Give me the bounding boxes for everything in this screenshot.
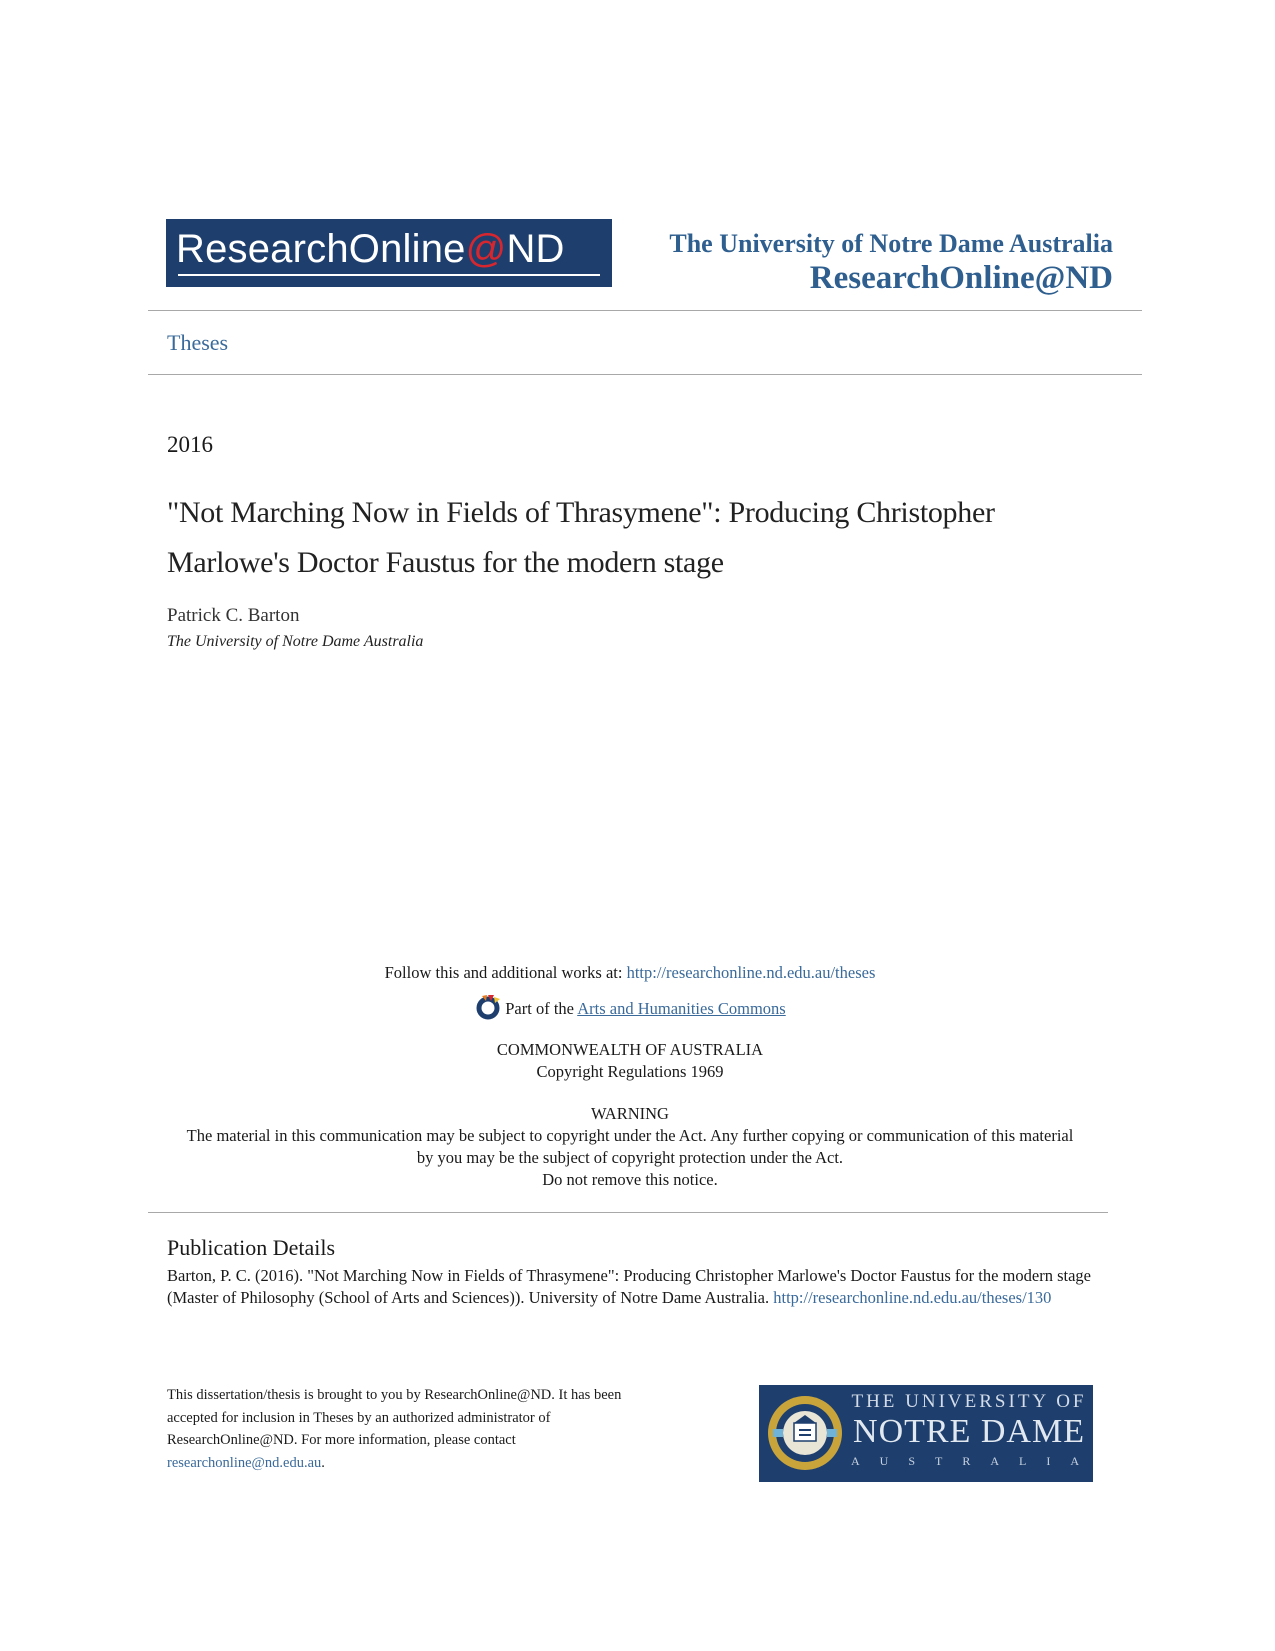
warning-line-3: Do not remove this notice.	[542, 1170, 718, 1189]
contact-email-link[interactable]: researchonline@nd.edu.au	[167, 1454, 322, 1471]
repository-name[interactable]: ResearchOnline@ND	[809, 260, 1113, 296]
collection-link[interactable]: Theses	[167, 330, 229, 355]
notice-line-1: COMMONWEALTH OF AUSTRALIA	[496, 1040, 764, 1059]
copyright-warning	[150, 1103, 1110, 1191]
collection-divider	[148, 374, 1142, 375]
researchonline-logo[interactable]	[166, 219, 612, 287]
citation-url-link[interactable]: http://researchonline.nd.edu.au/theses/130	[773, 1288, 1052, 1307]
header-institution	[669, 228, 1113, 296]
warning-line-1: The material in this communication may be subject to copyright under the Act. Any further copying or communication of this material	[186, 1126, 1074, 1145]
copyright-notice	[150, 1039, 1110, 1083]
notre-dame-logo[interactable]	[759, 1385, 1099, 1482]
thesis-title: "Not Marching Now in Fields of Thrasymene": Producing Christopher Marlowe's Doctor Faustus for the modern stage	[167, 496, 995, 579]
part-of-prefix: Part of the	[505, 998, 578, 1018]
follow-prefix: Follow this and additional works at:	[384, 963, 627, 982]
publication-year: 2016	[167, 432, 213, 457]
warning-heading: WARNING	[591, 1104, 669, 1123]
footer-text: This dissertation/thesis is brought to you by ResearchOnline@ND. It has been accepted for inclusion in Theses by an authorized administrator of ResearchOnline@ND. For more information, please contact	[167, 1387, 622, 1448]
footer-suffix: .	[321, 1454, 325, 1471]
footer-statement	[167, 1384, 627, 1474]
logo-text: ResearchOnline@ND	[176, 227, 565, 271]
logo-underline	[178, 274, 600, 276]
author-name: Patrick C. Barton	[167, 605, 300, 626]
logo-line-3: AUSTRALIA	[851, 1454, 1099, 1468]
header-divider	[148, 310, 1142, 311]
publication-divider	[148, 1212, 1108, 1213]
citation-text: Barton, P. C. (2016). "Not Marching Now in Fields of Thrasymene": Producing Christopher Marlowe's Doctor Faustus for the modern stage (Master of Philosophy (School of Arts and Sciences)). University of Notre Dame Australia.	[167, 1266, 1091, 1307]
publication-citation	[167, 1265, 1102, 1309]
logo-line-1: THE UNIVERSITY OF	[851, 1391, 1087, 1412]
part-of-line	[150, 996, 1110, 1024]
notice-line-2: Copyright Regulations 1969	[536, 1062, 724, 1081]
author-affiliation: The University of Notre Dame Australia	[167, 633, 424, 650]
arts-humanities-commons-link[interactable]: Arts and Humanities Commons	[577, 998, 786, 1018]
university-seal-icon	[765, 1393, 845, 1478]
digital-commons-icon	[474, 993, 502, 1021]
warning-line-2: by you may be the subject of copyright protection under the Act.	[416, 1148, 844, 1167]
publication-details-heading: Publication Details	[167, 1235, 336, 1260]
logo-line-2: NOTRE DAME	[853, 1413, 1085, 1450]
follow-url-link[interactable]: http://researchonline.nd.edu.au/theses	[626, 963, 876, 982]
university-name[interactable]: The University of Notre Dame Australia	[669, 229, 1113, 258]
follow-line	[150, 962, 1110, 984]
